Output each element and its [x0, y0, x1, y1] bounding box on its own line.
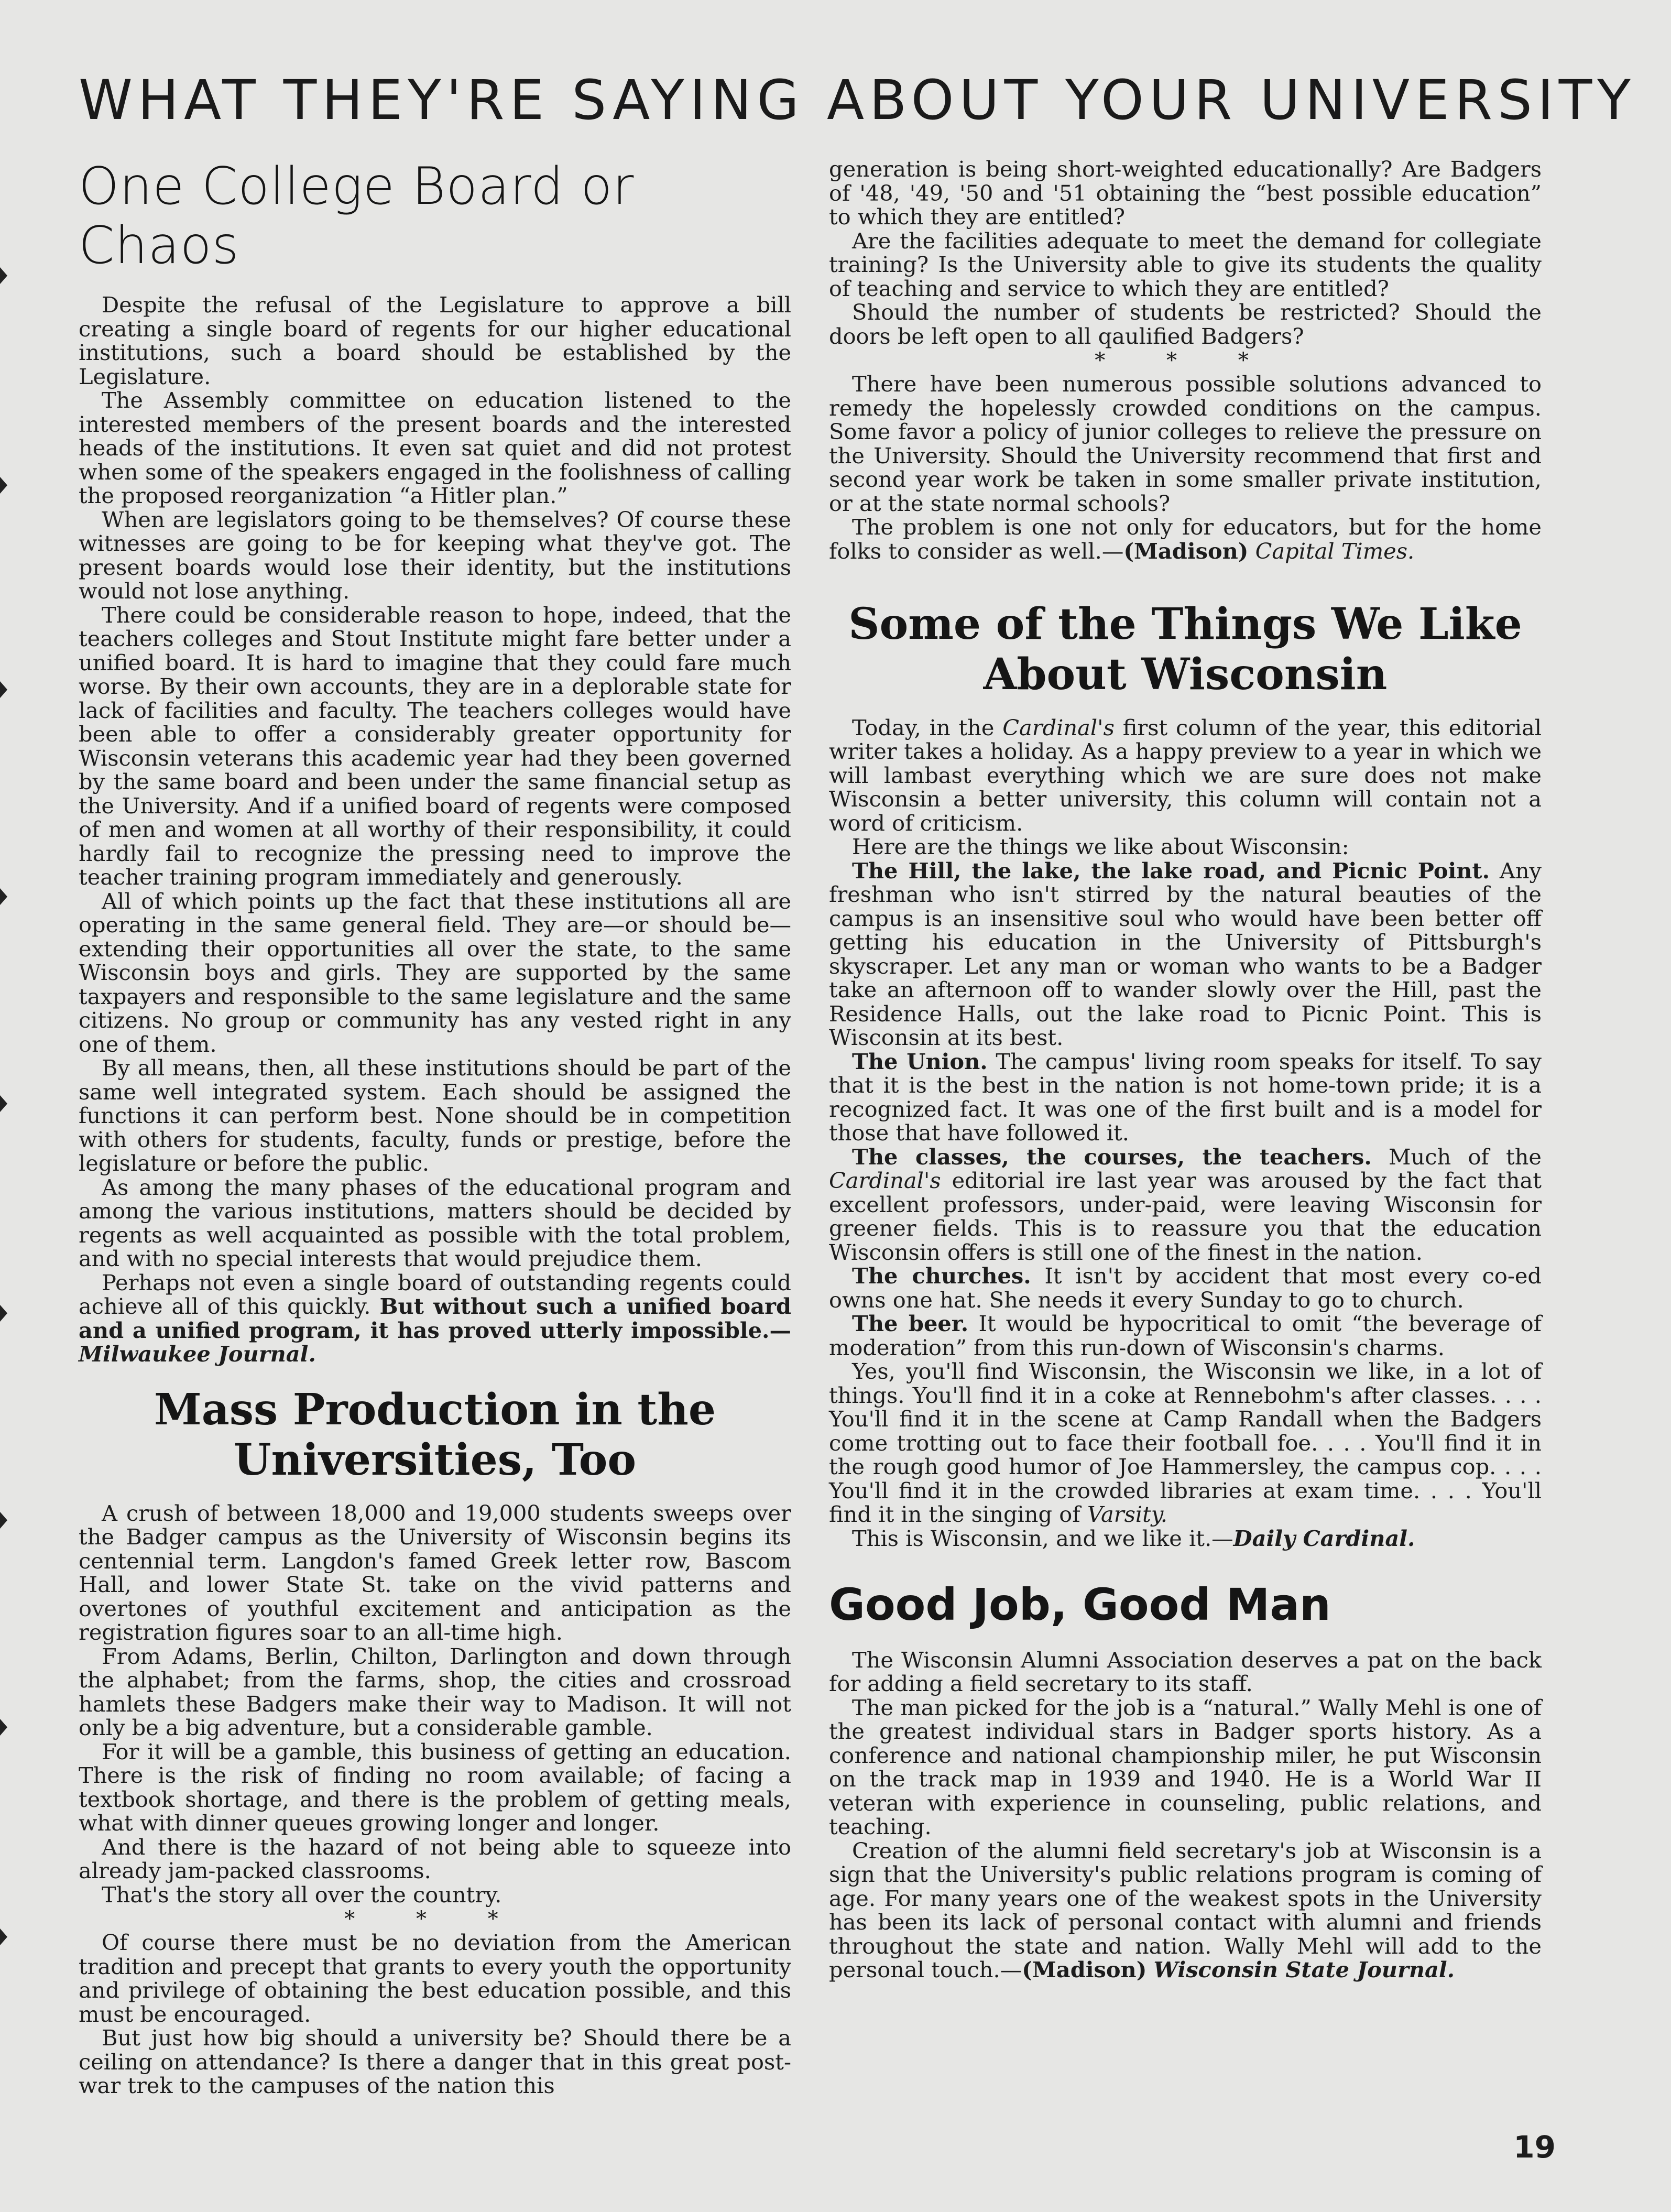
paragraph-text: Much of the	[1389, 1143, 1542, 1170]
paragraph	[829, 1359, 1542, 1527]
article-mass-production-continued	[829, 157, 1542, 563]
lead-in: The beer.	[852, 1311, 969, 1337]
paragraph: The Wisconsin Alumni Association deserves a pat on the back for adding a field secretary to its staff.	[829, 1647, 1542, 1697]
paragraph: For it will be a gamble, this business of getting an education. There is the risk of finding no room available; of facing a textbook shortage, and there is the problem of getting meals, what with dinner queues growing longer and longer.	[79, 1738, 791, 1836]
binding-mark	[0, 477, 7, 494]
paragraph-text: first column of the year, this editorial writer takes a holiday. As a happy preview to a year in which we will lambast everything which we are sure does not make Wisconsin a better university, this column will contain not a word of criticism.	[829, 714, 1542, 836]
section-separator: * * *	[1095, 348, 1276, 373]
emphasis-text: But without such a unified board and a unified program, it has proved utterly impossible.—	[79, 1293, 791, 1343]
article-mass-production	[79, 1385, 791, 2098]
source-credit: Wisconsin State Journal.	[1153, 1957, 1455, 1983]
paragraph: And there is the hazard of not being able to squeeze into already jam-packed classrooms.	[79, 1834, 791, 1884]
section-separator: * * *	[344, 1907, 526, 1932]
paragraph-text: It isn't by accident that most every co-ed owns one hat. She needs it every Sunday to go to church.	[829, 1263, 1542, 1313]
paragraph	[79, 1271, 791, 1366]
paragraph: There have been numerous possible solutions advanced to remedy the hopelessly crowded conditions on the campus. Some favor a policy of junior colleges to relieve the pressure on the University. Should the University recommend that first and second year work be taken in some smaller private institution, or at the state normal schools?	[829, 371, 1542, 516]
article-title	[829, 600, 1542, 700]
binding-mark	[0, 888, 7, 905]
paragraph	[829, 716, 1542, 835]
article-title	[79, 1385, 791, 1486]
paragraph: Should the number of students be restricted? Should the doors be left open to all qaulified Badgers?	[829, 299, 1542, 349]
article-title: Good Job, Good Man	[829, 1579, 1331, 1631]
paragraph: As among the many phases of the educational program and among the various institutions, matters should be decided by regents as well acquainted as possible with the total problem, and with no special interests that would prejudice them.	[79, 1174, 791, 1272]
paragraph-text: It would be hypocritical to omit “the beverage of moderation” from this run-down of Wisconsin's charms.	[829, 1311, 1542, 1360]
paragraph-text: This is Wisconsin, and we like it.—	[852, 1525, 1233, 1551]
paragraph: generation is being short-weighted educationally? Are Badgers of '48, '49, '50 and '51 obtaining the “best possible education” to which they are entitled?	[829, 156, 1542, 230]
paragraph: By all means, then, all these institutions should be part of the same well integrated system. Each should be assigned the functions it can perform best. None should be in competition with others for students, faculty, funds or prestige, before the legislature or before the public.	[79, 1055, 791, 1176]
article-one-college-board	[79, 157, 791, 1366]
binding-mark	[0, 267, 7, 284]
paragraph: When are legislators going to be themselves? Of course these witnesses are going to be for keeping what they've got. The present boards would lose their identity, but the institutions would not lose anything.	[79, 506, 791, 604]
paragraph	[829, 1527, 1542, 1551]
binding-mark	[0, 1928, 7, 1945]
paragraph-text: Creation of the alumni field secretary's job at Wisconsin is a sign that the University's public relations program is coming of age. For many years one of the weakest spots in the University has been its lack of personal contact with alumni and friends throughout the state and nation. Wally Mehl will add to the personal touch.—	[829, 1837, 1542, 1983]
paragraph-text: editorial ire last year was aroused by the fact that excellent professors, under-paid, were leaving Wisconsin for greener fields. This is to reassure you that the education Wisconsin offers is still one of the finest in the nation.	[829, 1168, 1542, 1265]
page-title: WHAT THEY'RE SAYING ABOUT YOUR UNIVERSITY	[79, 68, 1636, 132]
paragraph-text: The problem is one not only for educators, but for the home folks to consider as well.—	[829, 514, 1542, 564]
paragraph	[829, 859, 1542, 1050]
binding-mark	[0, 681, 7, 698]
paragraph	[829, 1312, 1542, 1359]
source-credit: Milwaukee Journal.	[79, 1341, 316, 1367]
right-column	[829, 157, 1542, 1982]
paragraph	[829, 1264, 1542, 1312]
title-line: Some of the Things We Like	[848, 599, 1522, 649]
paragraph: Despite the refusal of the Legislature to approve a bill creating a single board of regents for our higher educational institutions, such a board should be established by the Legislature.	[79, 292, 791, 389]
paragraph: That's the story all over the country.	[102, 1881, 502, 1908]
paragraph-text: Yes, you'll find Wisconsin, the Wisconsin we like, in a lot of things. You'll find it in a coke at Rennebohm's after classes. . . . You'll find it in the scene at Camp Randall when the Badgers come trotting out to face their football foe. . . . You'll find it in the rough good humor of Joe Hammersley, the campus cop. . . . You'll find it in the crowded libraries at exam time. . . . You'll find it in the singing of	[829, 1358, 1542, 1528]
binding-mark	[0, 1095, 7, 1112]
binding-mark	[0, 1305, 7, 1322]
title-line: Universities, Too	[233, 1434, 637, 1485]
title-line: Mass Production in the	[154, 1384, 716, 1435]
article-things-we-like	[829, 600, 1542, 1550]
paragraph: But just how big should a university be? Should there be a ceiling on attendance? Is there a danger that in this great post-war trek to the campuses of the nation this	[79, 2025, 791, 2099]
binding-mark	[0, 1719, 7, 1736]
source-credit: (Madison)	[1022, 1957, 1147, 1983]
paragraph: There could be considerable reason to hope, indeed, that the teachers colleges and Stout Institute might fare better under a unified board. It is hard to imagine that they could fare much worse. By their own accounts, they are in a deplorable state for lack of facilities and faculty. The teachers colleges would have been able to offer a considerably greater opportunity for Wisconsin veterans this academic year had they been governed by the same board and been under the same financial setup as the University. And if a unified board of regents were composed of men and women at all worthy of their responsibility, it could hardly fail to recognize the pressing need to improve the teacher training program immediately and generously.	[79, 602, 791, 890]
source-credit: (Madison)	[1123, 538, 1249, 564]
paragraph-text: Today, in the	[852, 714, 995, 740]
paragraph: Of course there must be no deviation from the American tradition and precept that grants to every youth the opportunity and privilege of obtaining the best education possible, and this must be encouraged.	[79, 1930, 791, 2027]
paragraph	[829, 515, 1542, 563]
article-title: One College Board or Chaos	[79, 157, 635, 276]
article-good-job-good-man	[829, 1579, 1542, 1982]
paragraph: The Assembly committee on education listened to the interested members of the present boards and the interested heads of the institutions. It even sat quiet and did not protest when some of the speakers engaged in the foolishness of calling the proposed reorganization “a Hitler plan.”	[79, 387, 791, 509]
title-line: About Wisconsin	[983, 649, 1388, 700]
paragraph	[829, 1050, 1542, 1145]
paragraph	[829, 1839, 1542, 1982]
paragraph: Are the facilities adequate to meet the demand for collegiate training? Is the University able to give its students the quality of teaching and service to which they are entitled?	[829, 227, 1542, 301]
paragraph: From Adams, Berlin, Chilton, Darlington and down through the alphabet; from the farms, shop, the cities and crossroad hamlets these Badgers make their way to Madison. It will not only be a big adventure, but a considerable gamble.	[79, 1643, 791, 1741]
paragraph-text: The campus' living room speaks for itself. To say that it is the best in the nation is not home-town pride; it is a recognized fact. It was one of the first built and is a model for those that have followed it.	[829, 1048, 1542, 1146]
left-column	[79, 157, 791, 2098]
lead-in: The churches.	[852, 1263, 1031, 1289]
italic-text: Varsity.	[1087, 1501, 1167, 1528]
paragraph: All of which points up the fact that these institutions all are operating in the same general field. They are—or should be—extending their opportunities all over the state, to the same Wisconsin boys and girls. They are supported by the same taxpayers and responsible to the same legislature and the same citizens. No group or community has any vested right in any one of them.	[79, 888, 791, 1057]
paragraph-text: Perhaps not even a single board of outstanding regents could achieve all of this quickly.	[79, 1269, 791, 1320]
lead-in: The classes, the courses, the teachers.	[852, 1143, 1372, 1170]
source-credit: Capital Times.	[1255, 538, 1415, 564]
lead-in: The Union.	[852, 1048, 988, 1074]
lead-in: The Hill, the lake, the lake road, and Picnic Point.	[852, 857, 1490, 884]
page-number: 19	[1513, 2129, 1556, 2165]
paragraph: Here are the things we like about Wisconsin:	[852, 834, 1349, 860]
paragraph: The man picked for the job is a “natural.” Wally Mehl is one of the greatest individual stars in Badger sports history. As a conference and national championship miler, he put Wisconsin on the track map in 1939 and 1940. He is a World War II veteran with experience in counseling, public relations, and teaching.	[829, 1694, 1542, 1840]
italic-text: Cardinal's	[829, 1168, 941, 1194]
italic-text: Cardinal's	[1002, 714, 1115, 740]
source-credit: Daily Cardinal.	[1233, 1525, 1415, 1551]
binding-mark	[0, 1512, 7, 1529]
paragraph	[829, 1145, 1542, 1265]
paragraph: A crush of between 18,000 and 19,000 students sweeps over the Badger campus as the University of Wisconsin begins its centennial term. Langdon's famed Greek letter row, Bascom Hall, and lower State St. take on the vivid patterns and overtones of youthful excitement and anticipation as the registration figures soar to an all-time high.	[79, 1500, 791, 1646]
paragraph-text: Any freshman who isn't stirred by the natural beauties of the campus is an insensitive soul who would have been better off getting his education in the University of Pittsburgh's skyscraper. Let any man or woman who wants to be a Badger take an afternoon off to wander slowly over the Hill, past the Residence Halls, out the lake road to Picnic Point. This is Wisconsin at its best.	[829, 857, 1542, 1051]
